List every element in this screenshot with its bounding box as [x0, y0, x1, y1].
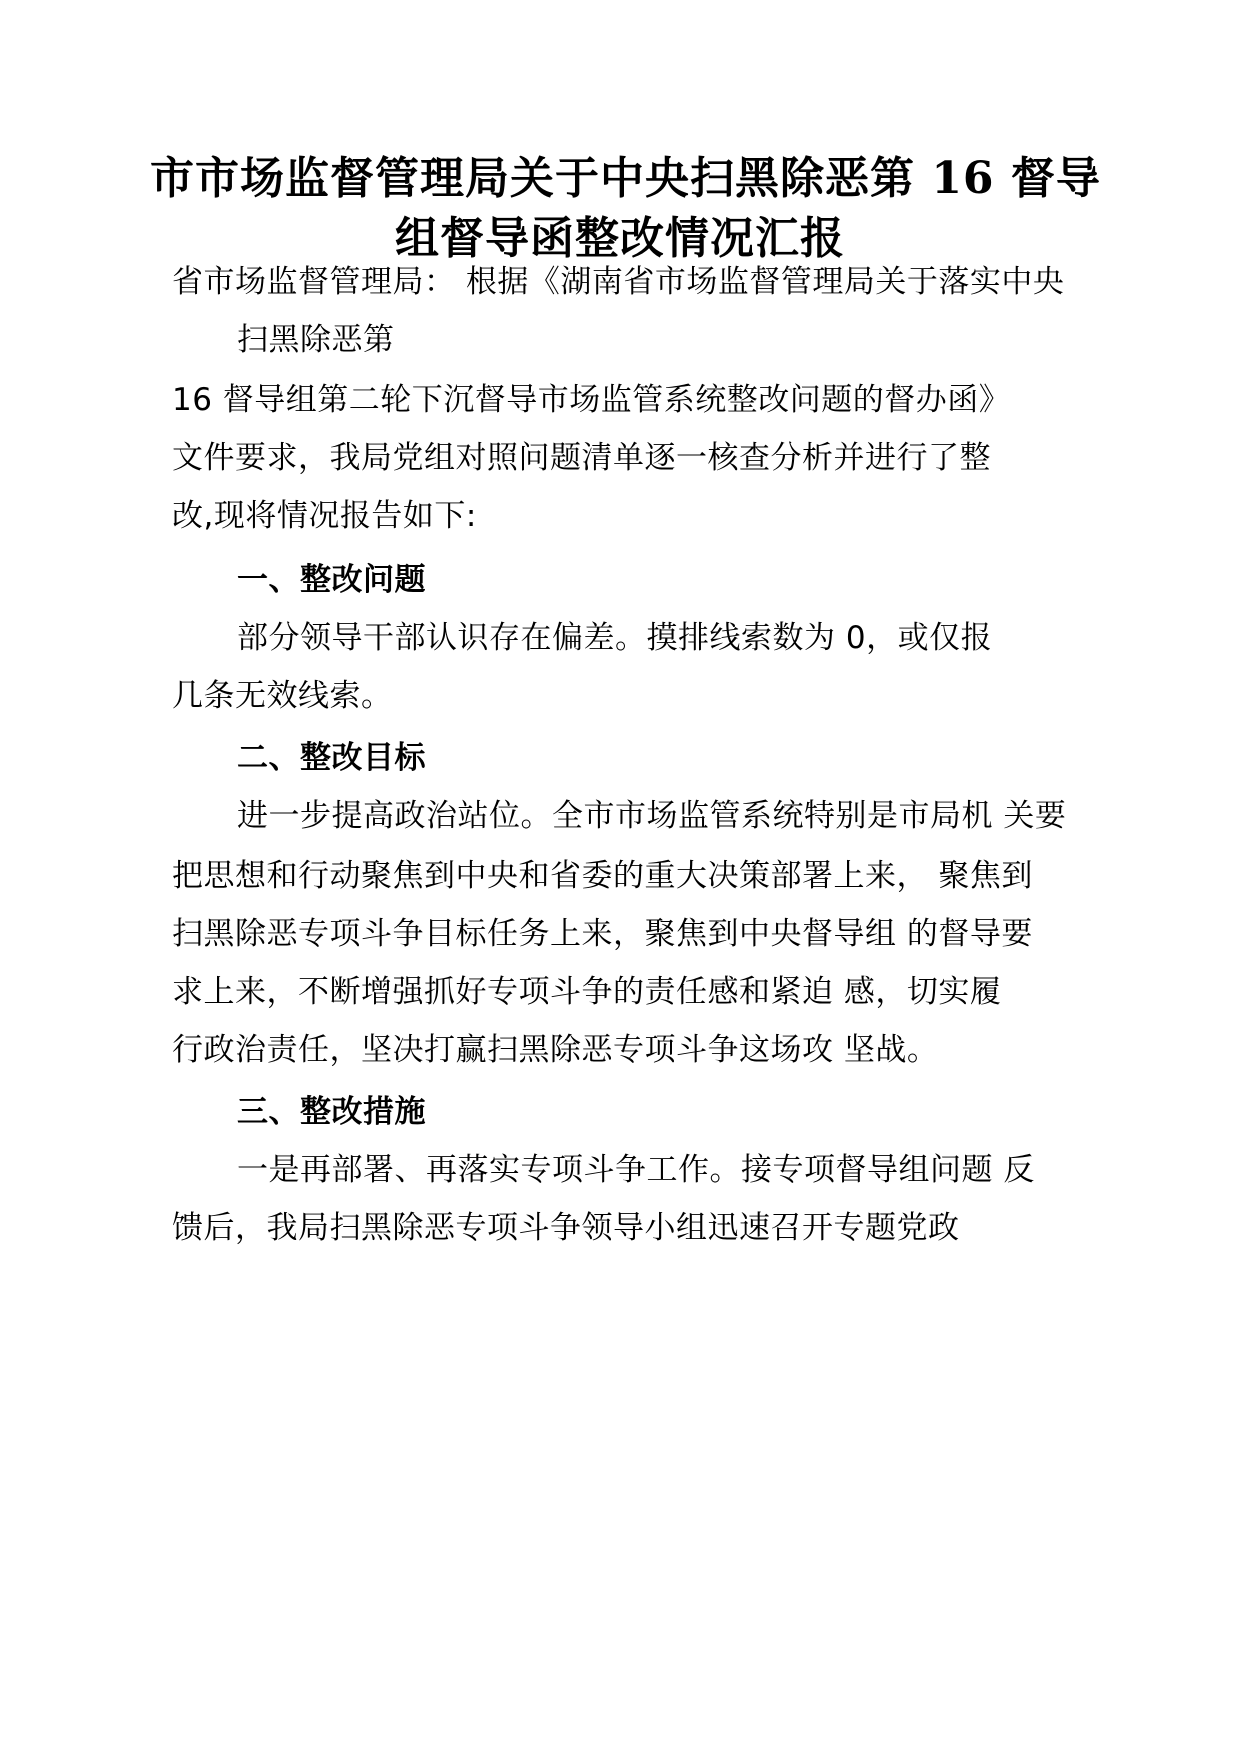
document-title-line-2: 组督导函整改情况汇报	[395, 213, 845, 264]
section-3-line-1: 一是再部署、再落实专项斗争工作。接专项督导组问题 反	[237, 1152, 1035, 1188]
section-3-line-2: 馈后，我局扫黑除恶专项斗争领导小组迅速召开专题党政	[172, 1210, 960, 1246]
section-1-line-2: 几条无效线索。	[172, 678, 393, 714]
intro-line-3: 16 督导组第二轮下沉督导市场监管系统整改问题的督办函》	[172, 382, 1011, 418]
section-1-line-1: 部分领导干部认识存在偏差。摸排线索数为 0，或仅报	[237, 620, 993, 656]
section-2-line-3: 扫黑除恶专项斗争目标任务上来，聚焦到中央督导组 的督导要	[172, 916, 1033, 952]
section-1-heading: 一、整改问题	[237, 562, 426, 598]
section-2-line-1: 进一步提高政治站位。全市市场监管系统特别是市局机 关要	[237, 798, 1067, 834]
intro-line-1: 省市场监督管理局： 根据《湖南省市场监督管理局关于落实中央	[172, 264, 1065, 300]
section-2-line-2: 把思想和行动聚焦到中央和省委的重大决策部署上来， 聚焦到	[172, 858, 1033, 894]
document-title-line-1: 市市场监督管理局关于中央扫黑除恶第 16 督导	[150, 153, 1101, 204]
section-2-heading: 二、整改目标	[237, 740, 426, 776]
section-2-line-4: 求上来，不断增强抓好专项斗争的责任感和紧迫 感，切实履	[172, 974, 1002, 1010]
section-3-heading: 三、整改措施	[237, 1094, 426, 1130]
section-2-line-5: 行政治责任，坚决打赢扫黑除恶专项斗争这场攻 坚战。	[172, 1032, 939, 1068]
intro-line-5: 改,现将情况报告如下:	[172, 498, 477, 534]
intro-line-4: 文件要求，我局党组对照问题清单逐一核查分析并进行了整	[172, 440, 991, 476]
intro-line-2: 扫黑除恶第	[237, 322, 395, 358]
